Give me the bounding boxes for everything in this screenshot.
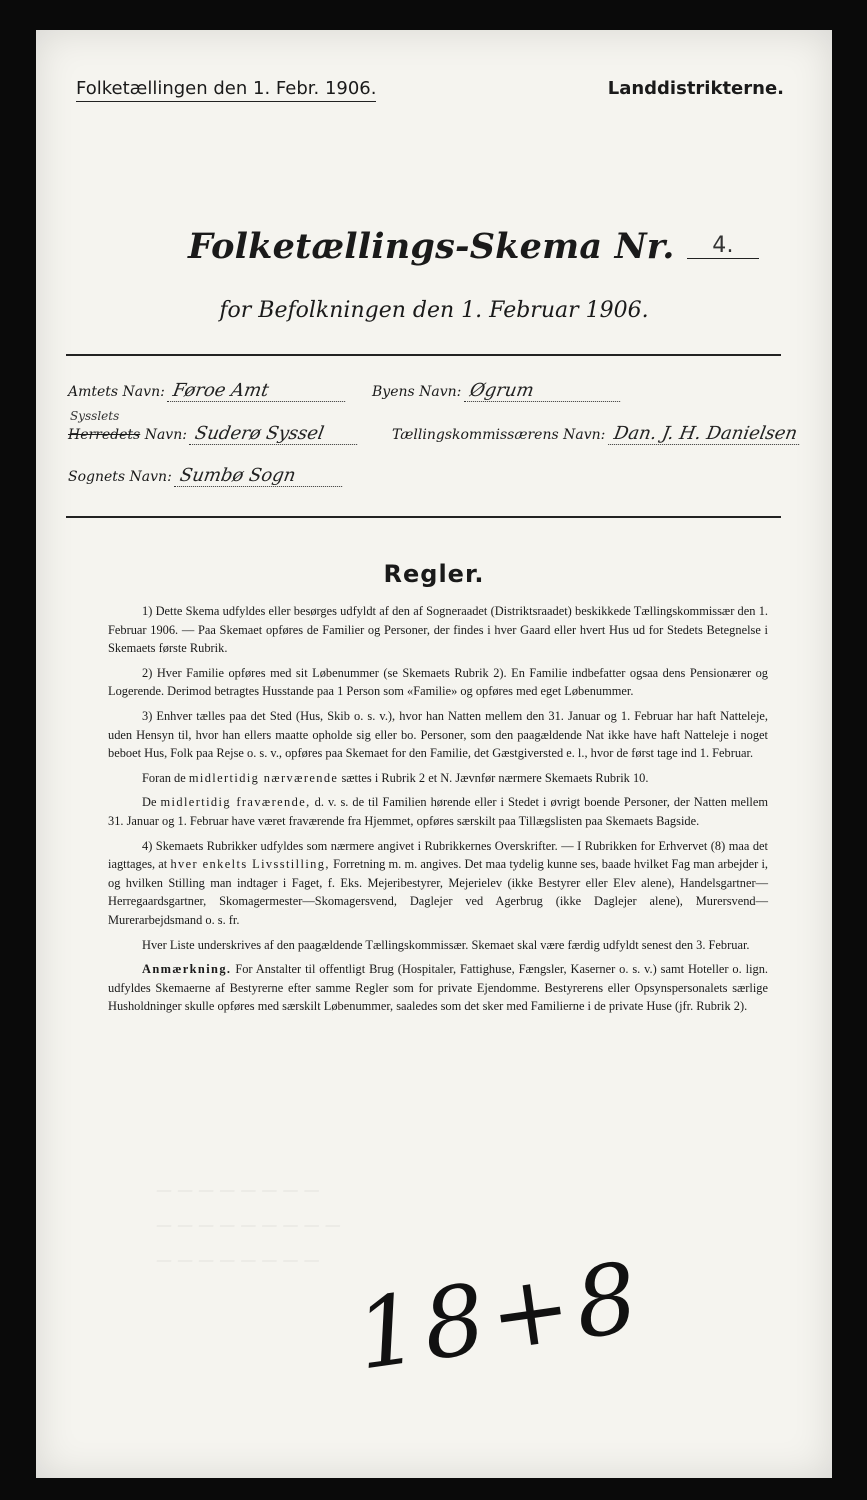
amt-field	[68, 380, 347, 402]
byen-value: Øgrum	[464, 380, 624, 402]
district-type-header: Landdistrikterne.	[607, 78, 784, 99]
rule-paragraph-3: 3) Enhver tælles paa det Sted (Hus, Skib o. s. v.), hvor han Natten mellem den 31. Januar og 1. Februar har haft Natteleje, uden Hensyn til, hvor han ellers maatte opholde sig eller bo. Personer, som den paagældende Nat ikke have haft Natteleje i noget beboet Hus, Folk paa Rejse o. s. v., opføres paa Skemaet for den Familie, det Gæstgiversted e. l., hvor de først tage ind 1. Februar.	[108, 708, 768, 761]
bottom-rule	[66, 516, 781, 518]
herred-value: Suderø Syssel	[189, 423, 361, 445]
form-title	[188, 226, 759, 267]
kommissaer-label: Tællingskommissærens Navn:	[392, 427, 606, 443]
rule-3b-post: sættes i Rubrik 2 et N. Jævnfør nærmere Skemaets Rubrik 10.	[341, 770, 649, 785]
rule-paragraph-3c	[108, 793, 768, 830]
bleed-through-text-3: — — — — — — — —	[156, 1250, 320, 1269]
rules-heading: Regler.	[383, 560, 485, 588]
kommissaer-value: Dan. J. H. Danielsen	[608, 423, 803, 445]
remark-label: Anmærkning.	[142, 962, 232, 977]
sogn-field	[68, 465, 344, 487]
rule-paragraph-4	[108, 837, 768, 930]
sogn-value: Sumbø Sogn	[174, 465, 346, 487]
rules-text	[108, 602, 768, 1022]
byen-label: Byens Navn:	[372, 384, 462, 400]
handwritten-total: 18+8	[349, 1240, 651, 1392]
top-rule	[66, 354, 781, 356]
form-subtitle: for Befolkningen den 1. Februar 1906.	[219, 298, 649, 323]
herred-field	[68, 409, 359, 445]
rule-3b-pre: Foran de	[142, 770, 186, 785]
herred-label-struck: Herredets	[68, 427, 141, 443]
rule-paragraph-4b: Hver Liste underskrives af den paagældende Tællingskommissær. Skemaet skal være færdig udfyldt senest den 3. Februar.	[142, 937, 750, 952]
amt-label: Amtets Navn:	[68, 384, 165, 400]
bleed-through-text-2: — — — — — — — — —	[156, 1215, 341, 1234]
rule-3c-emphasis: midlertidig fraværende,	[160, 795, 311, 810]
kommissaer-field	[392, 423, 801, 445]
rule-paragraph-2: 2) Hver Familie opføres med sit Løbenummer (se Skemaets Rubrik 2). En Familie indbefatter ogsaa dens Pensionærer og Logerende. Derimod betragtes Husstande paa 1 Person som «Familie» og opføres med eget Løbenummer.	[108, 665, 768, 699]
rule-4-pre: 4) Skemaets Rubrikker udfyldes som nærmere angivet i Rubrikkernes Overskrifter. — I Rubrikken for Erhvervet (8) maa det iagttages, at	[108, 838, 768, 872]
rule-4-post: Forretning m. m. angives. Det maa tydelig kunne ses, baade hvilket Fag man arbejder i, og hvilken Stilling man indtager i Faget, f. Eks. Mejeribestyrer, Mejerielev (ikke Bestyrer eller Elev alene), Handelsgartner—Herregaardsgartner, Skomagermester—Skomagersvend, Daglejer ved Agerbrug (ikke Daglejer alene), Murersvend—Murerarbejdsmand o. s. fr.	[108, 857, 769, 927]
bleed-through-text-1: — — — — — — — —	[156, 1180, 320, 1199]
rule-3c-pre: De	[142, 795, 157, 810]
herred-label-rest: Navn:	[144, 427, 187, 443]
rule-paragraph-1: 1) Dette Skema udfyldes eller besørges udfyldt af den af Sogneraadet (Distriktsraadet) beskikkede Tællingskommissær den 1. Februar 1906. — Paa Skemaet opføres de Familier og Personer, der findes i hver Gaard eller hvert Hus ud for Stedets Betegnelse i Skemaets første Rubrik.	[108, 604, 768, 656]
rule-paragraph-3b	[108, 769, 768, 788]
rule-4-emphasis: hver enkelts Livsstilling,	[170, 857, 330, 872]
form-number: 4.	[687, 233, 759, 259]
remark-text: For Anstalter til offentligt Brug (Hospitaler, Fattighuse, Fængsler, Kaserner o. s. v.) samt Hoteller o. lign. udfyldes Skemaerne af Bestyrerne efter samme Regler som for private Ejendomme. Bestyrerens eller Opsynspersonalets særlige Husholdninger skulle opføres med særskilt Løbenummer, saaledes som det sker med Familierne i de private Huse (jfr. Rubrik 2).	[108, 962, 768, 1014]
rule-3b-emphasis: midlertidig nærværende	[188, 770, 339, 785]
census-header-left: Folketællingen den 1. Febr. 1906.	[76, 78, 376, 102]
form-title-text: Folketællings-Skema Nr.	[188, 226, 675, 267]
syssel-correction: Sysslets	[70, 409, 120, 423]
remark-paragraph	[108, 960, 768, 1016]
amt-value: Føroe Amt	[167, 380, 349, 402]
sogn-label: Sognets Navn:	[68, 469, 172, 485]
byen-field	[372, 380, 622, 402]
rule-3c-post: d. v. s. de til Familien hørende eller i Stedet i øvrigt boende Personer, der Natten mellem 31. Januar og 1. Februar have været fraværende fra Hjemmet, opføres særskilt paa Tillægslisten paa Skemaets Bagside.	[108, 795, 768, 828]
census-form-page	[36, 30, 832, 1478]
